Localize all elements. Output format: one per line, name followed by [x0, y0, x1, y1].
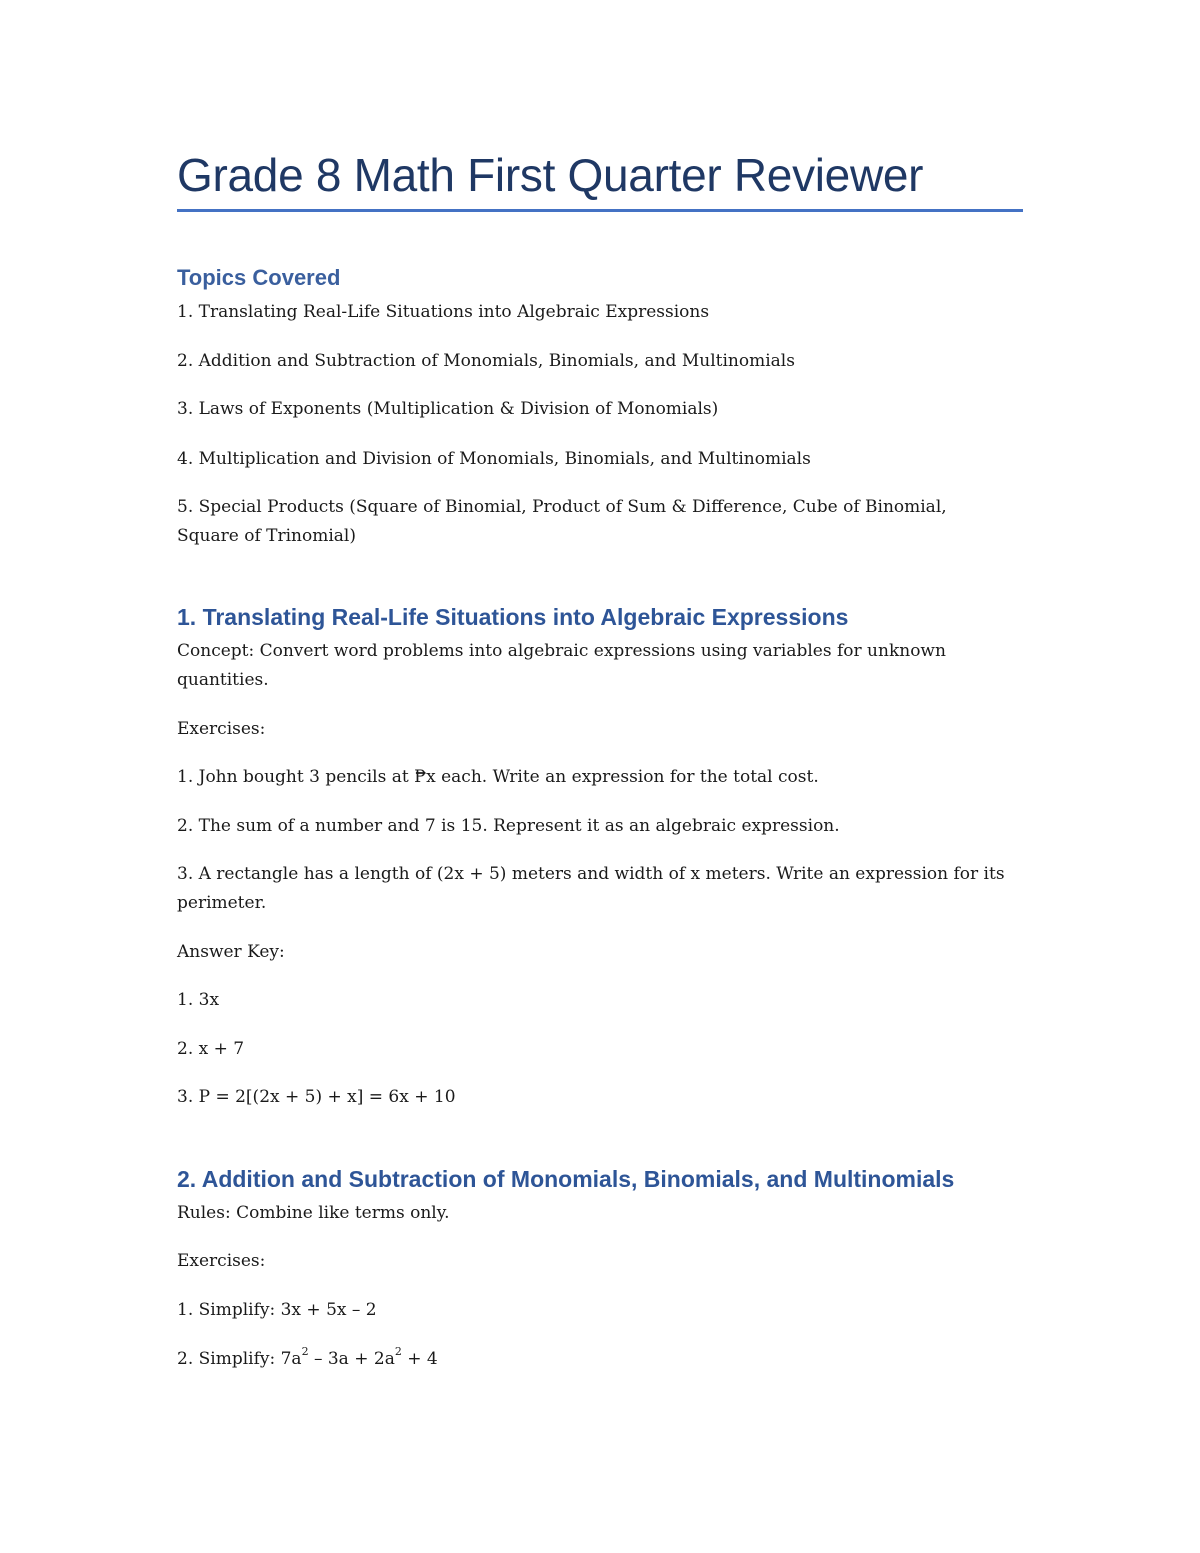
section1-exercise: 1. John bought 3 pencils at ₱x each. Write an expression for the total cost.: [177, 767, 819, 787]
topic-item: 4. Multiplication and Division of Monomials, Binomials, and Multinomials: [177, 449, 811, 469]
section1-exercise: 3. A rectangle has a length of (2x + 5) meters and width of x meters. Write an expression for its perimeter.: [177, 864, 1005, 913]
title-underline: [177, 209, 1023, 212]
section1-exercises-label: Exercises:: [177, 719, 266, 739]
exponent: 2: [301, 1345, 309, 1359]
section2-rules: Rules: Combine like terms only.: [177, 1203, 450, 1223]
document-title: Grade 8 Math First Quarter Reviewer: [177, 149, 924, 201]
exercise-text: + 4: [401, 1349, 438, 1369]
exercise-text: 2. Simplify: 7a: [177, 1349, 302, 1369]
section2-exercises-label: Exercises:: [177, 1251, 266, 1271]
section2-exercise: [177, 1345, 1023, 1374]
topic-item: 3. Laws of Exponents (Multiplication & Division of Monomials): [177, 399, 719, 419]
section1-exercise: 2. The sum of a number and 7 is 15. Represent it as an algebraic expression.: [177, 816, 840, 836]
topic-item: 2. Addition and Subtraction of Monomials, Binomials, and Multinomials: [177, 351, 795, 371]
section2-heading: 2. Addition and Subtraction of Monomials, Binomials, and Multinomials: [177, 1166, 955, 1192]
section1-answer: 1. 3x: [177, 990, 220, 1010]
section1-answer: 3. P = 2[(2x + 5) + x] = 6x + 10: [177, 1087, 456, 1107]
exercise-text: – 3a + 2a: [308, 1349, 395, 1369]
exponent: 2: [394, 1345, 402, 1359]
topic-item: 5. Special Products (Square of Binomial, Product of Sum & Difference, Cube of Binomial, Square of Trinomial): [177, 497, 947, 546]
topics-heading: Topics Covered: [177, 265, 341, 290]
section1-answer-key-label: Answer Key:: [177, 942, 285, 962]
topic-item: 1. Translating Real-Life Situations into Algebraic Expressions: [177, 302, 710, 322]
section1-answer: 2. x + 7: [177, 1039, 245, 1059]
section2-exercise: 1. Simplify: 3x + 5x – 2: [177, 1300, 377, 1320]
section1-concept: Concept: Convert word problems into algebraic expressions using variables for unknown quantities.: [177, 641, 946, 690]
section1-heading: 1. Translating Real-Life Situations into Algebraic Expressions: [177, 604, 849, 630]
